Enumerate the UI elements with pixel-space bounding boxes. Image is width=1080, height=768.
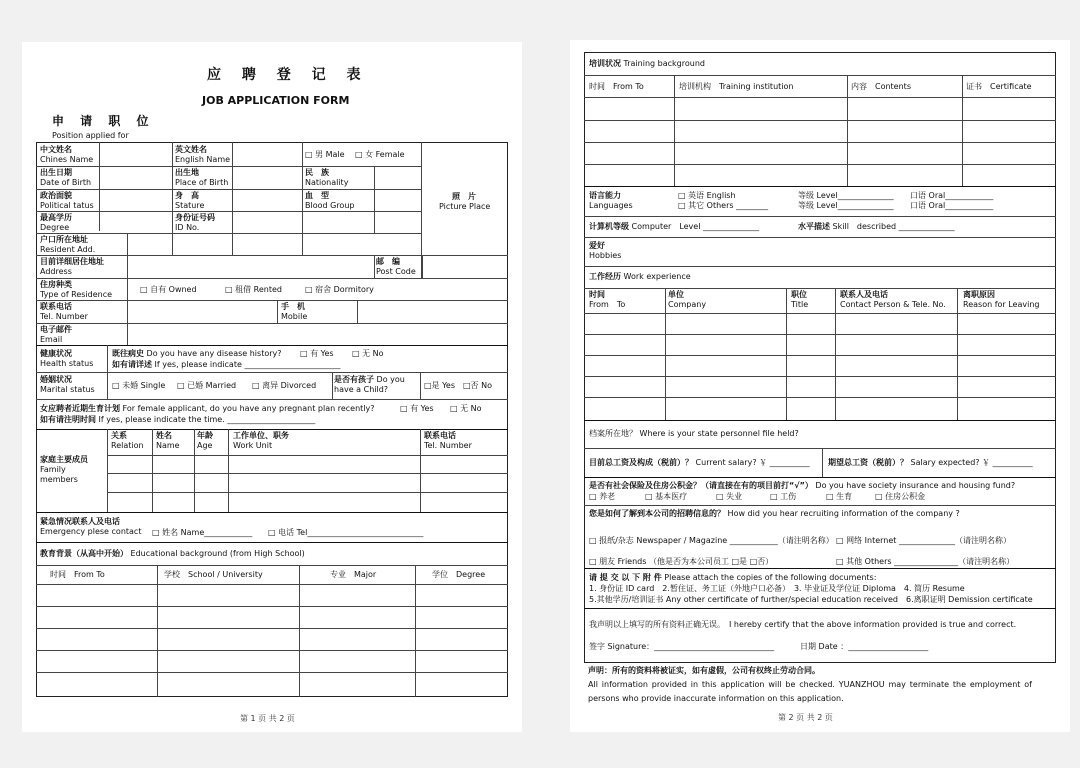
marital-divorced-checkbox[interactable]: □ 离异 Divorced: [252, 381, 317, 390]
marital-single-checkbox[interactable]: □ 未婚 Single: [112, 381, 166, 390]
degree-label-en: Degree: [40, 223, 70, 232]
attachments-list-2: 5.其他学历/培训证书 Any other certificate of further/special education received 6.离职证明 Demission certificate: [589, 595, 1033, 604]
name-cn-label: 中文姓名: [40, 145, 72, 154]
training-time-header: 时间 From To: [589, 82, 644, 91]
residence-label: 住房种类: [40, 280, 72, 289]
edu-major-header: 专业 Major: [330, 570, 377, 579]
work-label: 工作经历: [589, 272, 621, 281]
nationality-label-en: Nationality: [305, 178, 349, 187]
hobby-label: 爱好: [589, 241, 605, 250]
stature-label-en: Stature: [175, 201, 205, 210]
blood-label: 血 型: [305, 191, 329, 200]
marital-married-checkbox[interactable]: □ 已婚 Married: [177, 381, 237, 390]
residence-owned-checkbox[interactable]: □ 自有 Owned: [140, 285, 197, 294]
hear-other-checkbox[interactable]: □ 其他 Others ________________（请注明名称）: [836, 557, 1015, 566]
disease-detail-label: 如有请详述: [112, 360, 152, 369]
photo-placeholder: 照 片: [452, 192, 476, 201]
hear-friend-checkbox[interactable]: □ 朋友 Friends （他是否为本公司员工 □是 □否）: [589, 557, 774, 566]
work-contact-header: 联系人及电话: [840, 290, 888, 299]
nationality-label: 民 族: [305, 168, 329, 177]
page-number-2: 第 2 页 共 2 页: [778, 713, 833, 722]
disease-no-checkbox[interactable]: □ 无 No: [352, 349, 384, 358]
residence-rented-checkbox[interactable]: □ 租借 Rented: [225, 285, 282, 294]
training-inst-header: 培训机构 Training institution: [679, 82, 794, 91]
work-time-header: 时间: [589, 290, 605, 299]
ins-maternity-checkbox[interactable]: □ 生育: [826, 492, 853, 501]
attachments-list-1: 1. 身份证 ID card 2.暂住证、务工证（外地户口必备） 3. 毕业证及学位证 Diploma 4. 简历 Resume: [589, 584, 965, 593]
pregnancy-time-label: 如有请注明时间: [40, 415, 96, 424]
emergency-label: 紧急情况联系人及电话: [40, 517, 120, 526]
blood-label-en: Blood Group: [305, 201, 355, 210]
hear-label: 您是如何了解到本公司的招聘信息的？: [589, 509, 725, 518]
work-title-header: 职位: [791, 290, 807, 299]
language-label: 语言能力: [589, 191, 621, 200]
form-title-en: JOB APPLICATION FORM: [202, 94, 350, 107]
health-label: 健康状况: [40, 349, 72, 358]
stature-label: 身 高: [175, 191, 199, 200]
tel-label-en: Tel. Number: [40, 312, 88, 321]
notice-cn: 声明：所有的资料将被证实，如有虚假，公司有权终止劳动合同。: [588, 666, 820, 675]
ins-housing-checkbox[interactable]: □ 住房公积金: [875, 492, 926, 501]
health-label-en: Health status: [40, 359, 94, 368]
resident-label-en: Resident Add.: [40, 245, 96, 254]
expected-salary-label: 期望总工资（税前）？: [828, 458, 908, 467]
marital-label-en: Marital status: [40, 385, 95, 394]
hear-newspaper-checkbox[interactable]: □ 报纸/杂志 Newspaper / Magazine ____________（请注明名称）: [589, 536, 834, 545]
lang-other-checkbox[interactable]: □ 其它 Others ________: [678, 201, 769, 210]
gender-male-checkbox[interactable]: □ 男 Male: [305, 150, 345, 159]
pregnancy-yes-checkbox[interactable]: □ 有 Yes: [400, 404, 434, 413]
work-reason-header: 离职原因: [963, 290, 995, 299]
name-en-label: 英文姓名: [175, 145, 207, 154]
address-label: 目前详细居住地址: [40, 257, 104, 266]
skill-label: 水平描述: [798, 222, 830, 231]
resident-label: 户口所在地址: [40, 235, 88, 244]
political-label: 政治面貌: [40, 191, 72, 200]
training-label: 培训状况: [589, 59, 621, 68]
hear-internet-checkbox[interactable]: □ 网络 Internet ______________（请注明名称）: [836, 536, 1011, 545]
residence-label-en: Type of Residence: [40, 290, 113, 299]
email-label: 电子邮件: [40, 325, 72, 334]
child-no-checkbox[interactable]: □否 No: [463, 381, 492, 390]
postcode-label-en: Post Code: [376, 267, 416, 276]
email-label-en: Email: [40, 335, 63, 344]
tel-label: 联系电话: [40, 302, 72, 311]
page-number-1: 第 1 页 共 2 页: [240, 714, 295, 723]
lang-english-checkbox[interactable]: □ 英语 English: [678, 191, 736, 200]
pregnancy-no-checkbox[interactable]: □ 无 No: [450, 404, 482, 413]
mobile-label-en: Mobile: [281, 312, 308, 321]
salary-label: 目前总工资及构成（税前）？: [589, 458, 693, 467]
id-label-en: ID No.: [175, 223, 200, 232]
postcode-label: 邮 编: [376, 257, 400, 266]
photo-label-en: Picture Place: [439, 202, 491, 211]
child-yes-checkbox[interactable]: □是 Yes: [424, 381, 456, 390]
certify-statement: 我声明以上填写的所有资料正确无误。 I hereby certify that the above information provided is true and correct.: [589, 620, 1017, 629]
birth-date-label-en: Date of Birth: [40, 178, 92, 187]
date-field[interactable]: 日期 Date ：____________________: [800, 642, 929, 651]
family-work-header: 工作单位、职务: [233, 431, 289, 440]
disease-yes-checkbox[interactable]: □ 有 Yes: [300, 349, 334, 358]
gender-female-checkbox[interactable]: □ 女 Female: [355, 150, 405, 159]
name-en-label-en: English Name: [175, 155, 231, 164]
political-label-en: Political tatus: [40, 201, 94, 210]
birth-date-label: 出生日期: [40, 168, 72, 177]
lang-level-field[interactable]: 等级 Level______________: [798, 191, 894, 200]
training-content-header: 内容 Contents: [851, 82, 911, 91]
form-page-1: 应 聘 登 记 表 JOB APPLICATION FORM 申 请 职 位 Position applied for 中文姓名 Chines Name 英文姓名 English Name □ 男 Male □ 女 Female 出生日期 Date of Birth 出生地 Place of Birth 民 族 Nationality 照 片 Picture Place 政治面貌 Political tatus 身 高 Stature 血 型 Blood Group 最高学历 Degree 身份证号码 ID No. 户口所在地址 Resident Add. 目前详细居住地址 Address 邮 编 Post Code 住房种类 Type of Residence □ 自有 Owned □ 租借 Rented □ 宿舍 Dormitory 联系电话 Tel. Number 手 机 Mobile 电子邮件 Email 健康状况 Health status 既往病史 Do you have any disease history? □ 有 Yes □ 无 No 如有请详述 If yes, please indicate ________________________ 婚姻状况 Marital status □ 未婚 Single □ 已婚 Married □ 离异 Divorced 是否有孩子 Do you have a Child? □是 Yes □否 No 女应聘者近期生育计划 For female applicant, do you have any pregnant plan recently? □ 有 Yes □ 无 No 如有请注明时间 If yes, please indicate the time. ______________________ 家庭主要成员 Family members 关系 Relation 姓名 Name 年龄 Age 工作单位、职务 Work Unit 联系电话 Tel. Number 紧急情况联系人及电话 Emergency plese contact □ 姓名 Name____________ □ 电话 Tel_____________________________ 教育背景（从高中开始） Educational background (from High School) 时间 From To 学校 School / University 专业 Major 学位 Degree 第 1 页 共 2 页: [22, 42, 522, 732]
experience-table: [584, 52, 1056, 663]
computer-label: 计算机等级: [589, 222, 629, 231]
pregnancy-label: 女应聘者近期生育计划: [40, 404, 120, 413]
disease-question: 既往病史: [112, 349, 144, 358]
name-cn-label-en: Chines Name: [40, 155, 94, 164]
family-age-header: 年龄: [197, 431, 213, 440]
child-question: 是否有孩子: [334, 375, 374, 384]
family-tel-header: 联系电话: [424, 431, 456, 440]
edu-time-header: 时间 From To: [50, 570, 105, 579]
ins-unemployment-checkbox[interactable]: □ 失业: [716, 492, 743, 501]
id-label: 身份证号码: [175, 213, 215, 222]
signature-field[interactable]: 签字 Signature：______________________________: [589, 642, 775, 651]
notice-en: All information provided in this application will be checked. YUANZHOU may terminate the employment of persons who provide inaccurate information on this application.: [588, 680, 1032, 703]
file-location-question: 档案所在地？ Where is your state personnel file held?: [589, 429, 799, 438]
edu-school-header: 学校 School / University: [164, 570, 263, 579]
degree-label: 最高学历: [40, 213, 72, 222]
form-page-2: 培训状况 Training background 时间 From To 培训机构 Training institution 内容 Contents 证书 Certificate 语言能力 Languages □ 英语 English □ 其它 Others ________ 等级 Level______________ 等级 Level______________ 口语 Oral____________ 口语 Oral____________ 计算机等级 Computer Level ______________ 水平描述 Skill described ______________ 爱好 Hobbies 工作经历 Work experience 时间 From To 单位 Company 职位 Title 联系人及电话 Contact Person & Tele. No. 离职原因 Reason for Leaving 档案所在地？ Where is your state personnel file held? 目前总工资及构成（税前）？ Current salary? ￥ __________ 期望总工资（税前）？ Salary expected? ￥ __________ 是否有社会保险及住房公积金？（请直接在有的项目前打“√”） Do you have society insurance and housing fund? □ 养老 □ 基本医疗 □ 失业 □ 工伤 □ 生育 □ 住房公积金 您是如何了解到本公司的招聘信息的？ How did you hear recruiting information of the company ? □ 报纸/杂志 Newspaper / Magazine ____________（请注明名称） □ 网络 Internet ______________（请注明名称） □ 朋友 Friends （他是否为本公司员工 □是 □否） □ 其他 Others ________________（请注明名称） 请 提 交 以 下 附 件 Please attach the copies of the following documents: 1. 身份证 ID card 2.暂住证、务工证（外地户口必备） 3. 毕业证及学位证 Diploma 4. 简历 Resume 5.其他学历/培训证书 Any other certificate of further/special education received 6.离职证明 Demission certificate 我声明以上填写的所有资料正确无误。 I hereby certify that the above information provided is true and correct. 签字 Signature：______________________________ 日期 Date ：____________________ 声明：所有的资料将被证实，如有虚假，公司有权终止劳动合同。 All information provided in this application will be checked. YUANZHOU may terminate the employment of persons who provide inaccurate information on this application. 第 2 页 共 2 页: [570, 40, 1070, 732]
position-label-cn: 申 请 职 位: [52, 114, 155, 128]
family-name-header: 姓名: [156, 431, 172, 440]
lang-level-field-2[interactable]: 等级 Level______________: [798, 201, 894, 210]
training-cert-header: 证书 Certificate: [966, 82, 1032, 91]
ins-injury-checkbox[interactable]: □ 工伤: [770, 492, 797, 501]
lang-oral-field-2[interactable]: 口语 Oral____________: [910, 201, 994, 210]
form-title-cn: 应 聘 登 记 表: [207, 67, 369, 83]
marital-label: 婚姻状况: [40, 375, 72, 384]
ins-medical-checkbox[interactable]: □ 基本医疗: [645, 492, 688, 501]
position-label-en: Position applied for: [52, 131, 129, 140]
residence-dorm-checkbox[interactable]: □ 宿舍 Dormitory: [305, 285, 374, 294]
insurance-label: 是否有社会保险及住房公积金？（请直接在有的项目前打“√”）: [589, 481, 813, 490]
birth-place-label-en: Place of Birth: [175, 178, 229, 187]
emergency-name-field[interactable]: □ 姓名 Name____________: [152, 528, 253, 537]
address-label-en: Address: [40, 267, 72, 276]
family-relation-header: 关系: [111, 431, 127, 440]
emergency-tel-field[interactable]: □ 电话 Tel_____________________________: [268, 528, 424, 537]
education-label: 教育背景（从高中开始）: [40, 549, 128, 558]
edu-degree-header: 学位 Degree: [432, 570, 486, 579]
attachments-label: 请 提 交 以 下 附 件: [589, 573, 662, 582]
work-company-header: 单位: [668, 290, 684, 299]
ins-pension-checkbox[interactable]: □ 养老: [589, 492, 616, 501]
mobile-label: 手 机: [281, 302, 305, 311]
family-label: 家庭主要成员: [40, 455, 88, 464]
birth-place-label: 出生地: [175, 168, 199, 177]
lang-oral-field[interactable]: 口语 Oral____________: [910, 191, 994, 200]
